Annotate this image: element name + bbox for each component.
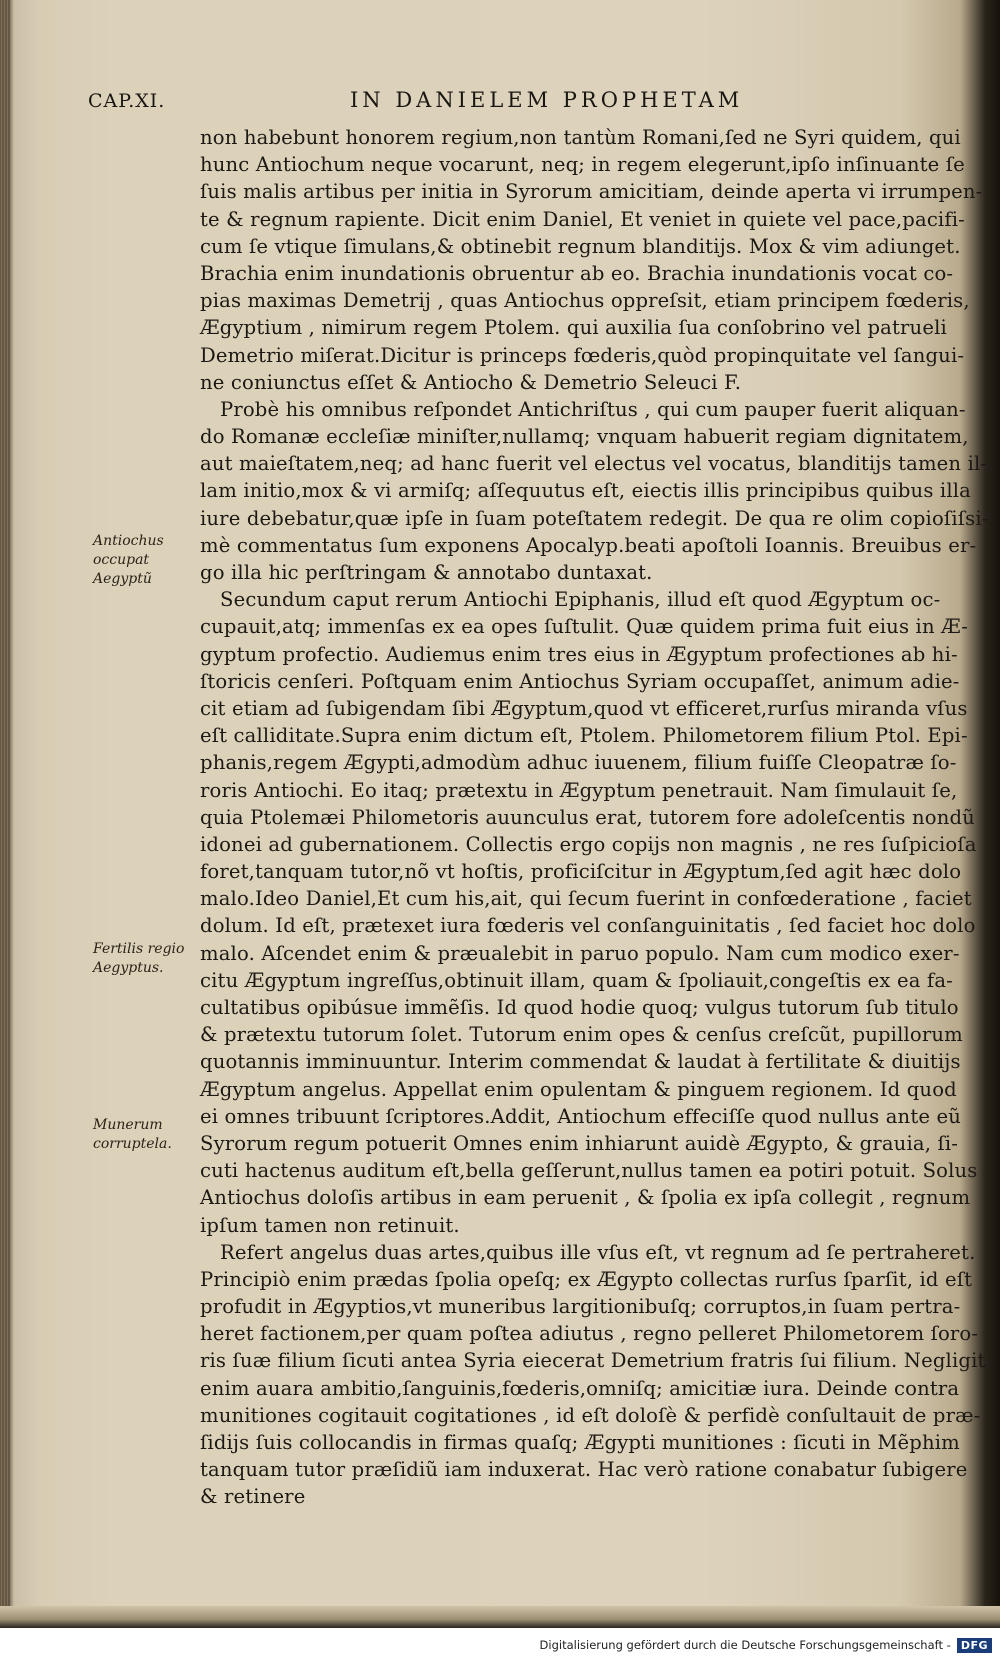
text-line: enim auara ambitio,ſanguinis,fœderis,omniſq; amicitiæ iura. Deinde contra [200,1376,960,1400]
text-line: ſidijs ſuis collocandis in firmas quaſq; Ægypti munitiones : ſicuti in Mẽphim [200,1431,960,1454]
dfg-logo: DFG [957,1638,992,1653]
text-line: phanis,regem Ægypti,admodùm adhuc iuuenem, filium fuiſſe Cleopatræ ſo- [200,751,957,775]
text-line: malo.Ideo Daniel,Et cum his,ait, qui ſecum fuerint in confœderatione , faciet [200,887,972,911]
text-line: lam initio,mox & vi armiſq; aſſequutus eſt, eiectis illis principibus quibus illa [200,479,971,503]
page-bottom-edge [0,1606,1000,1628]
text-line: Syrorum regum potuerit Omnes enim inhiarunt auidè Ægypto, & grauia, ſi- [200,1131,959,1155]
text-line: ipſum tamen non retinuit. [200,1213,460,1237]
running-header [88,90,828,120]
text-line: cum ſe vtique ſimulans,& obtinebit regnum blanditijs. Mox & vim adiunget. [200,234,961,258]
text-line: go illa hic perſtringam & annotabo duntaxat. [200,561,653,584]
book-page-edges [0,0,10,1662]
text-line: iure debebatur,quæ ipſe in ſuam poteſtatem redegit. De qua re olim copioſiſsi- [200,506,989,530]
text-line: Secundum caput rerum Antiochi Epiphanis, illud eſt quod Ægyptum oc- [220,588,941,612]
text-line: roris Antiochi. Eo itaq; prætextu in Ægyptum penetrauit. Nam ſimulauit ſe, [200,778,958,802]
text-line: ris ſuæ filium ſicuti antea Syria eiecerat Demetrium fratris ſui filium. Negligit [200,1349,986,1373]
text-line: ne coniunctus eſſet & Antiocho & Demetrio Seleuci F. [200,370,742,394]
text-line: Principiò enim prædas ſpolia opeſq; ex Ægypto collectas rurſus ſparſit, id eſt [200,1267,973,1291]
text-line: idonei ad gubernationem. Collectis ergo copijs non magnis , ne res ſuſpicioſa [200,832,977,856]
text-line: ei omnes tribuunt ſcriptores.Addit, Antiochum effeciſſe quod nullus ante eũ [200,1104,961,1128]
text-line: do Romanæ eccleſiæ miniſter,nullamq; vnquam habuerit regiam dignitatem, [200,425,969,449]
text-line: Demetrio miſerat.Dicitur is princeps fœderis,quòd propinquitate vel ſangui- [200,343,965,367]
text-line: foret,tanquam tutor,nõ vt hoſtis, proficiſcitur in Ægyptum,ſed agit hæc dolo [200,860,962,884]
text-line: ſuis malis artibus per initia in Syrorum amicitiam, deinde aperta vi irrumpen- [200,180,983,204]
text-line: profudit in Ægyptios,vt muneribus largitionibuſq; corruptos,in ſuam pertra- [200,1295,961,1319]
text-line: aut maieſtatem,neq; ad hanc fuerit vel electus vel vocatus, blanditijs tamen il- [200,452,988,476]
margin-note: Fertilis regio Aegyptus. [93,941,185,976]
text-line: pias maximas Demetrij , quas Antiochus oppreſsit, etiam principem fœderis, [200,289,970,313]
text-line: Antiochus doloſis artibus in eam peruenit , & ſpolia ex ipſa collegit , regnum [200,1186,971,1210]
footer-credit: Digitalisierung gefördert durch die Deutsche Forschungsgemeinschaft - [539,1638,951,1652]
digitization-footer [0,1628,1000,1662]
text-line: eſt calliditate.Supra enim dictum eſt, Ptolem. Philometorem filium Ptol. Epi- [200,724,968,748]
text-line: hunc Antiochum neque vocarunt, neq; in regem elegerunt,ipſo inſinuante ſe [200,153,965,177]
margin-note: Antiochus occupat Aegyptũ [93,533,164,587]
text-line: gyptum profectio. Audiemus enim tres eius in Ægyptum profectiones ab hi- [200,642,958,666]
text-line: & retinere [200,1485,306,1509]
text-line: ſtoricis cenſeri. Poſtquam enim Antiochus Syriam occupaſſet, animum adie- [200,669,960,693]
text-line: cultatibus opibúsue immẽſis. Id quod hodie quoq; vulgus tutorum ſub titulo [200,996,959,1019]
text-line: citu Ægyptum ingreſſus,obtinuit illam, quam & ſpoliauit,congeſtis ex ea fa- [200,968,953,992]
running-title: IN DANIELEM PROPHETAM [350,88,744,112]
text-line: quotannis imminuuntur. Interim commendat & laudat à fertilitate & diuitijs [200,1050,961,1074]
text-line: Ægyptium , nimirum regem Ptolem. qui auxilia ſua conſobrino vel patrueli [200,316,947,340]
body-text [200,124,989,1511]
text-line: malo. Aſcendet enim & præualebit in paruo populo. Nam cum modico exer- [200,941,960,965]
margin-note: Munerum corruptela. [93,1117,172,1152]
text-line: heret factionem,per quam poſtea adiutus , regno pelleret Philometorem ſoro- [200,1322,979,1346]
text-line: dolum. Id eſt, prætexet iura fœderis vel conſanguinitatis , ſed faciet hoc dolo [200,914,976,938]
text-line: Brachia enim inundationis obruentur ab eo. Brachia inundationis vocat co- [200,261,954,285]
text-line: non habebunt honorem regium,non tantùm Romani,ſed ne Syri quidem, qui [200,126,961,149]
text-line: Probè his omnibus reſpondet Antichriſtus , qui cum pauper fuerit aliquan- [220,397,966,421]
text-line: cupauit,atq; immenſas ex ea opes ſuſtulit. Quæ quidem prima fuit eius in Æ- [200,615,969,639]
text-line: & prætextu tutorum ſolet. Tutorum enim opes & cenſus creſcũt, pupillorum [200,1023,963,1047]
chapter-number: CAP.XI. [88,90,166,112]
text-line: cit etiam ad ſubigendam ſibi Ægyptum,quod vt efficeret,rurſus miranda vſus [200,696,968,720]
text-line: te & regnum rapiente. Dicit enim Daniel, Et veniet in quiete vel pace,pacifi- [200,207,965,231]
text-line: cuti hactenus auditum eſt,bella geſſerunt,nullus tamen ea potiri potuit. Solus [200,1159,978,1183]
text-line: Refert angelus duas artes,quibus ille vſus eſt, vt regnum ad ſe pertraheret. [220,1240,976,1264]
text-line: munitiones cogitauit cogitationes , id eſt doloſè & perfidè conſultauit de præ- [200,1403,981,1427]
text-line: Ægyptum angelus. Appellat enim opulentam & pinguem regionem. Id quod [200,1077,957,1101]
text-line: quia Ptolemæi Philometoris auunculus erat, tutorem fore adoleſcentis nondũ [200,805,975,829]
text-line: tanquam tutor præſidiũ iam induxerat. Hac verò ratione conabatur ſubigere [200,1458,968,1482]
text-line: mè commentatus ſum exponens Apocalyp.beati apoſtoli Ioannis. Breuibus er- [200,533,977,557]
